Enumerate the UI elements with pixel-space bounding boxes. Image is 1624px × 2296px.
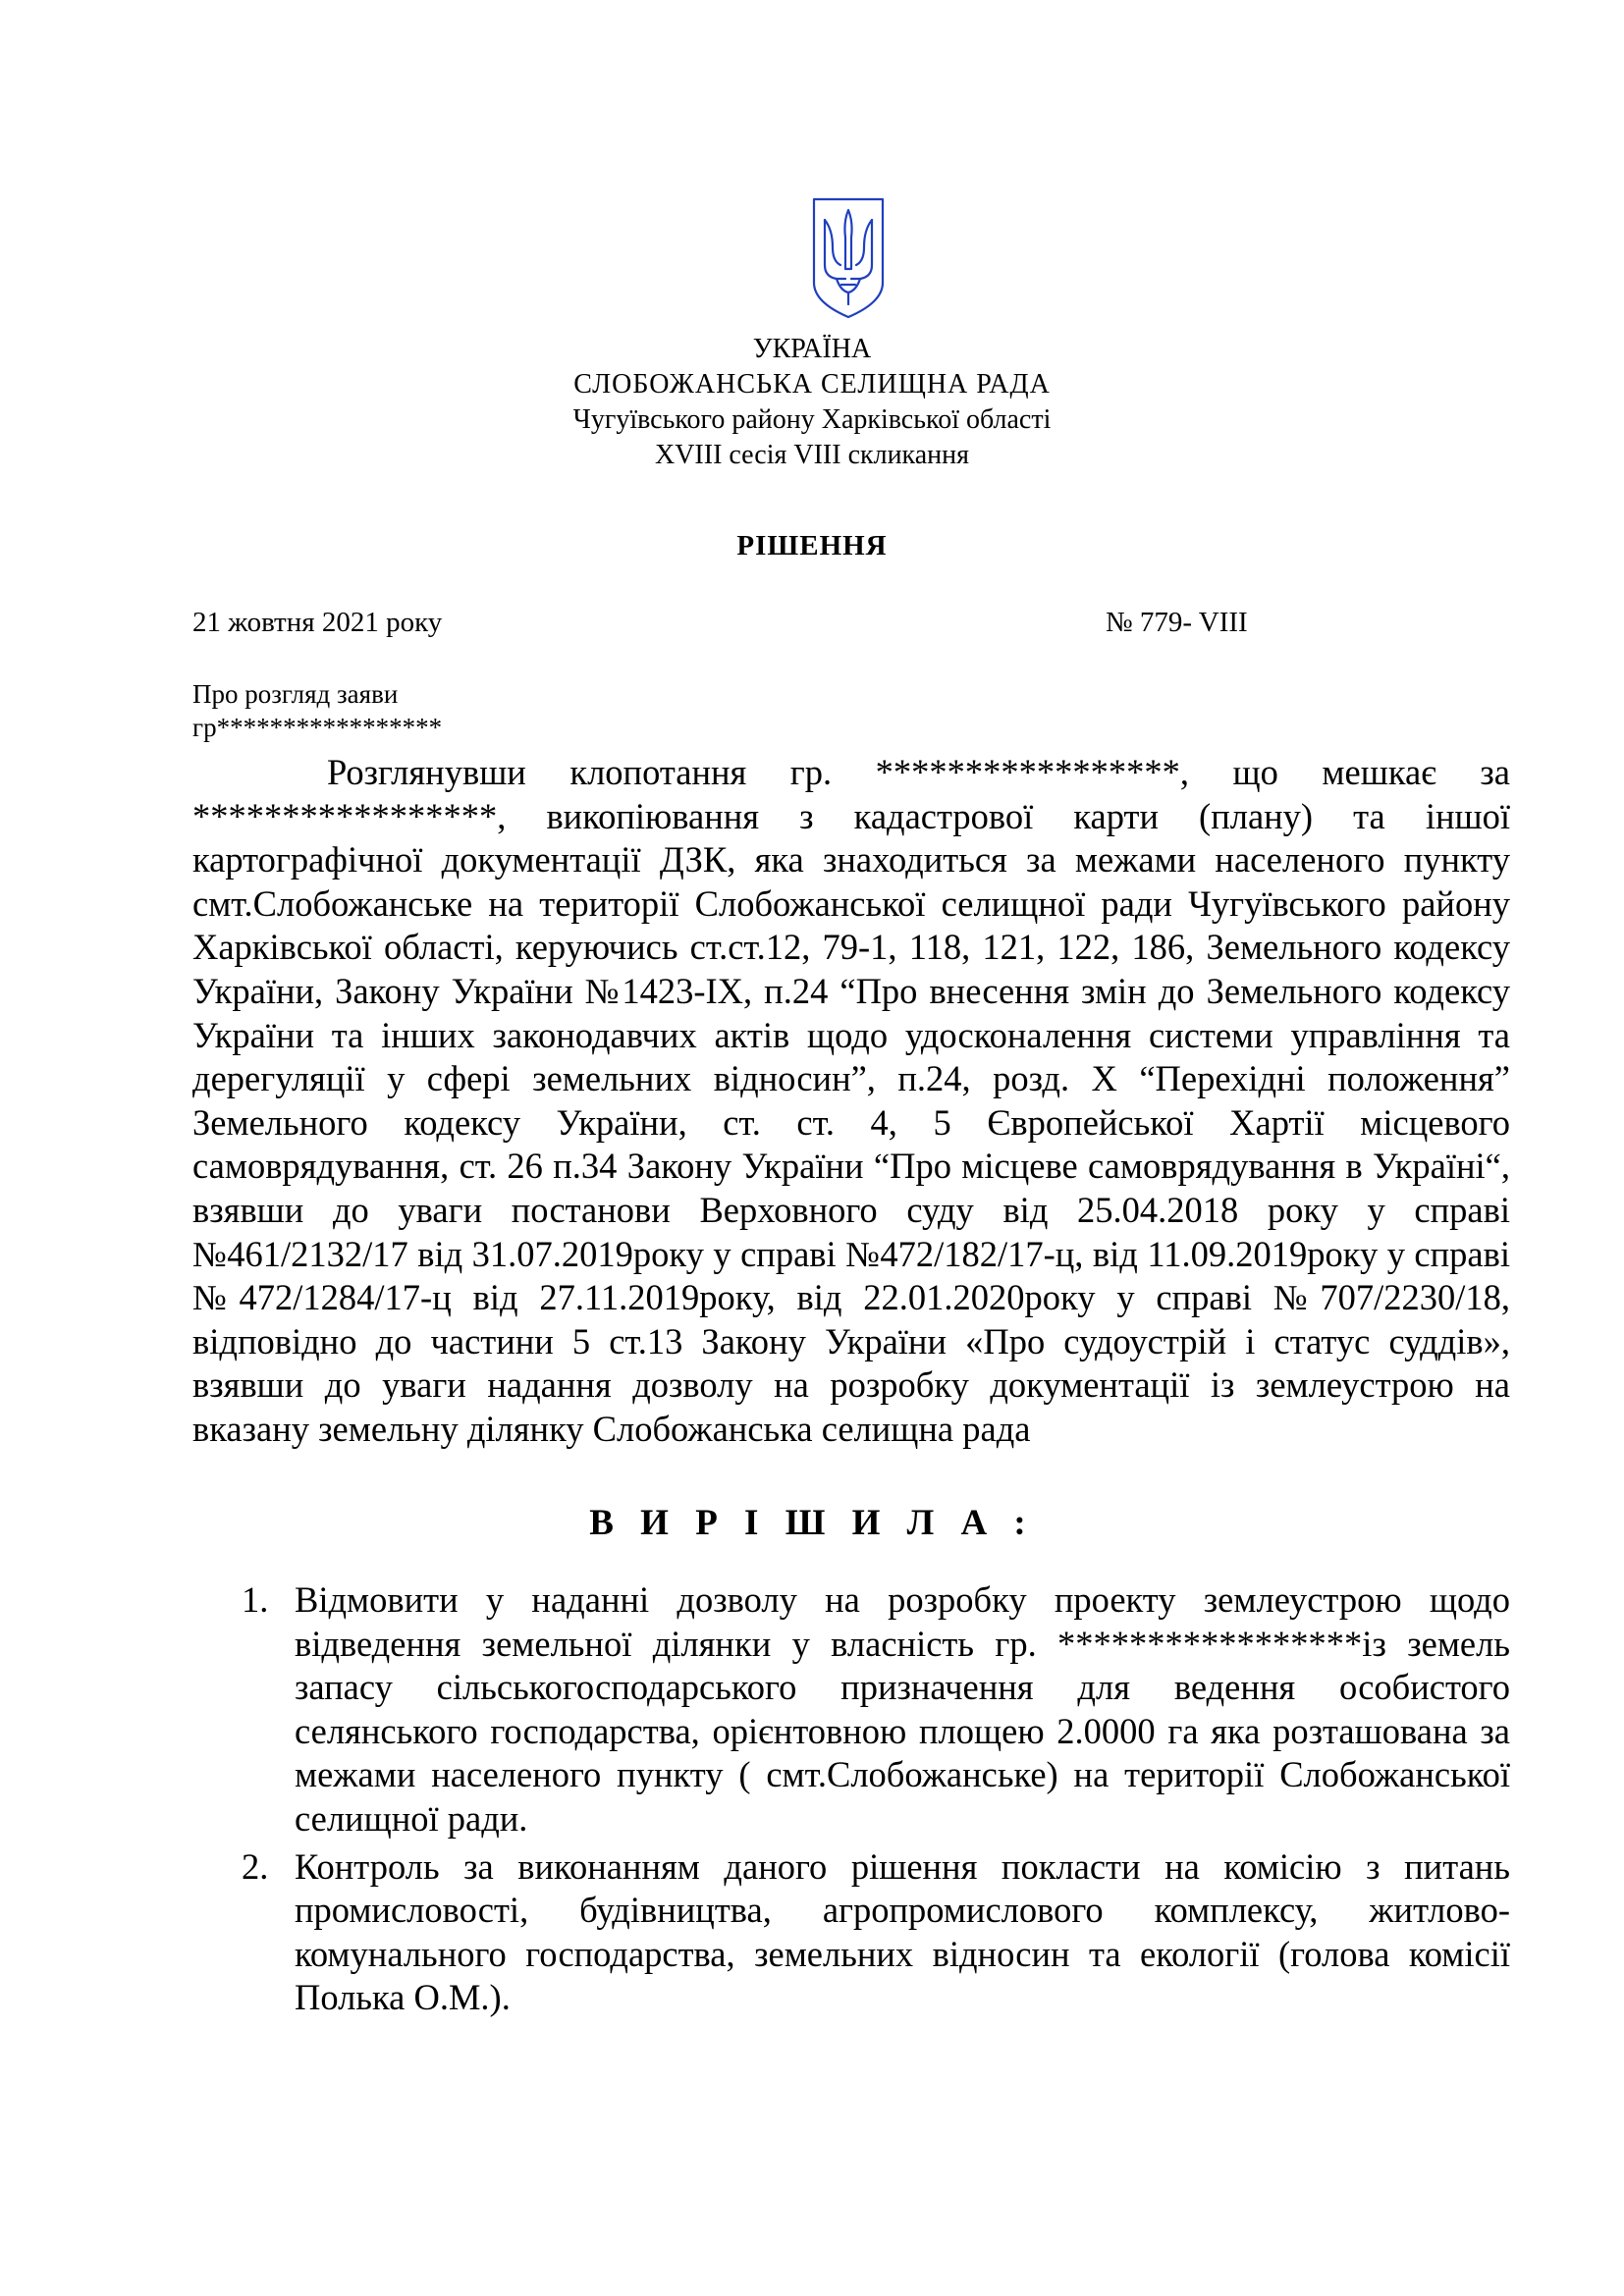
subject-line: Про розгляд заяви — [192, 679, 399, 709]
list-item — [242, 1845, 1510, 2020]
list-item — [242, 1578, 1510, 1842]
decided-heading: В И Р І Ш И Л А : — [589, 1503, 1035, 1543]
list-item-text: Відмовити у наданні дозволу на розробку проекту землеустрою щодо відведення земельної ділянки у власність гр. *****************із земель запасу сільськогосподарського призначення для ведення особистого селянського господарства, орієнтовною площею 2.0000 га яка розташована за межами населеного пункту ( смт.Слобожанське) на території Слобожанської селищної ради. — [295, 1579, 1510, 1839]
district-name: Чугуївського району Харківської області — [572, 404, 1052, 435]
council-name: СЛОБОЖАНСЬКА СЕЛИЩНА РАДА — [573, 369, 1051, 400]
trident-coat-of-arms-icon — [811, 196, 886, 320]
decision-list — [242, 1578, 1510, 2024]
preamble-paragraph: Розглянувши клопотання гр. *****************, що мешкає за *****************, викопіювання з кадастрової карти (плану) та іншої картографічної документації ДЗК, яка знаходиться за межами населеного пункту смт.Слобожанське на території Слобожанської селищної ради Чугуївського району Харківської області, керуючись ст.ст.12, 79-1, 118, 121, 122, 186, Земельного кодексу України, Закону України №1423-IX, п.24 “Про внесення змін до Земельного кодексу України та інших законодавчих актів щодо удосконалення системи управління та дерегуляції у сфері земельних відносин”, п.24, розд. X “Перехідні положення” Земельного кодексу України, ст. ст. 4, 5 Європейської Хартії місцевого самоврядування, ст. 26 п.34 Закону України “Про місцеве самоврядування в Україні“, взявши до уваги постанови Верховного суду від 25.04.2018 року у справі №461/2132/17 від 31.07.2019року у справі №472/182/17-ц, від 11.09.2019року у справі №472/1284/17-ц від 27.11.2019року, від 22.01.2020року у справі №707/2230/18, відповідно до частини 5 ст.13 Закону України «Про судоустрій і статус суддів», взявши до уваги надання дозволу на розробку документації із землеустрою на вказану земельну ділянку Слобожанська селищна рада — [192, 752, 1510, 1449]
document-header — [0, 332, 1624, 473]
document-title: РІШЕННЯ — [736, 530, 888, 561]
list-item-text: Контроль за виконанням даного рішення покласти на комісію з питань промисловості, будівництва, агропромислового комплексу, житлово-комунального господарства, земельних відносин та екології (голова комісії Полька О.М.). — [295, 1845, 1510, 2018]
document-subject — [192, 677, 442, 744]
country-name: УКРАЇНА — [752, 334, 872, 364]
subject-line: гр***************** — [192, 713, 443, 742]
list-item-number: 2. — [242, 1845, 269, 1887]
document-date: 21 жовтня 2021 року — [192, 607, 443, 638]
document-number: № 779- VIII — [1106, 607, 1248, 638]
list-item-number: 1. — [242, 1579, 269, 1620]
session-name: XVIII сесія VIII скликання — [654, 440, 970, 470]
